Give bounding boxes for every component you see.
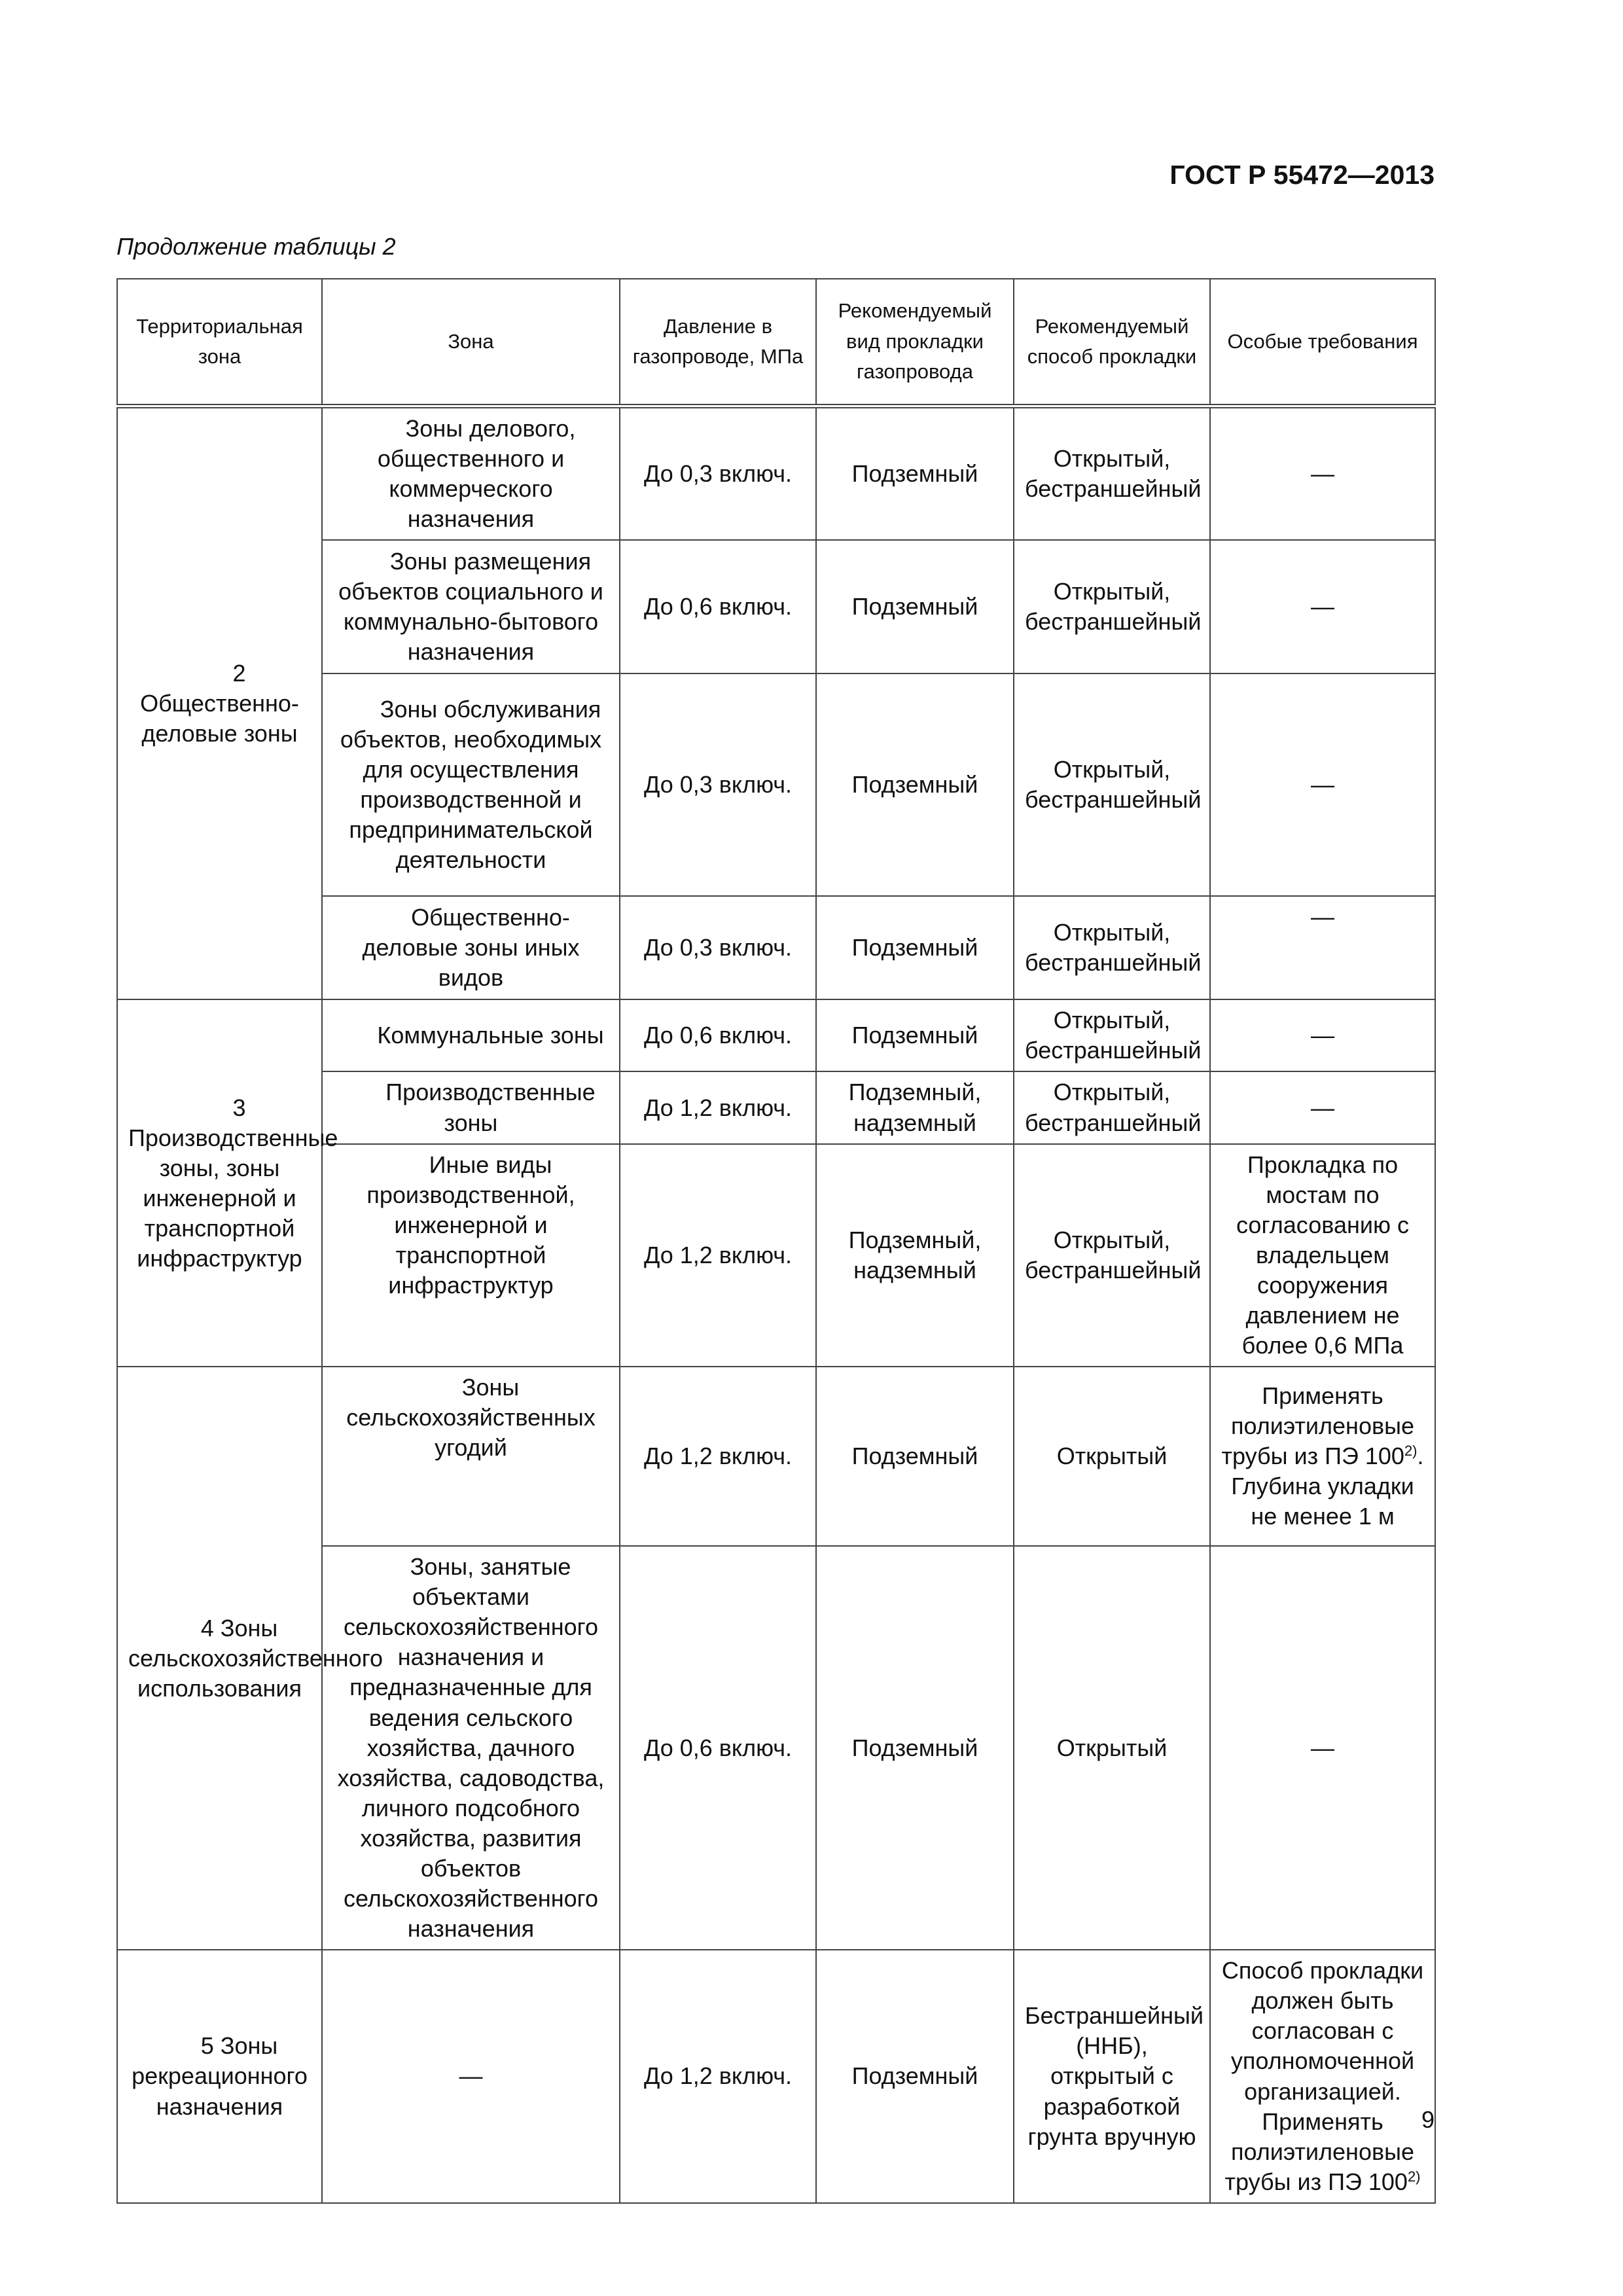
laying-method-cell: Открытый, бестраншейный	[1014, 673, 1210, 896]
zone-cell: Зоны, занятые объектами сельскохозяйственного назначения и предназначенные для ведения сельского хозяйства, дачного хозяйства, садоводства, личного подсобного хозяйства, развития объектов сельскохозяйственного назначения	[322, 1546, 620, 1950]
special-requirements-cell: —	[1210, 1071, 1435, 1143]
laying-kind-cell: Подземный, надземный	[816, 1144, 1014, 1367]
zone-cell: Зоны обслуживания объектов, необходимых для осуществления производственной и предпринимательской деятельности	[322, 673, 620, 896]
pressure-cell: До 0,3 включ.	[620, 673, 816, 896]
column-header: Рекомендуемый вид прокладки газопровода	[816, 279, 1014, 406]
zone-cell: —	[322, 1950, 620, 2203]
zone-cell: Производственные зоны	[322, 1071, 620, 1143]
pressure-cell: До 1,2 включ.	[620, 1950, 816, 2203]
laying-method-cell: Открытый, бестраншейный	[1014, 540, 1210, 673]
table-row	[117, 406, 1435, 541]
zone-cell: Иные виды производственной, инженерной и транспортной инфраструктур	[322, 1144, 620, 1367]
pressure-cell: До 0,6 включ.	[620, 540, 816, 673]
column-header: Зона	[322, 279, 620, 406]
laying-kind-cell: Подземный	[816, 1367, 1014, 1546]
page-number: 9	[1421, 2106, 1435, 2133]
special-requirements-cell: Применять полиэтиленовые трубы из ПЭ 100$^{2)}$. Глубина укладки не менее 1 м	[1210, 1367, 1435, 1546]
territorial-zone-cell: 4 Зоны сельскохозяйственного использования	[117, 1367, 322, 1950]
special-requirements-cell: —	[1210, 673, 1435, 896]
territorial-zone-cell: 5 Зоны рекреационного назначения	[117, 1950, 322, 2203]
pressure-cell: До 0,3 включ.	[620, 406, 816, 541]
table-row	[117, 1367, 1435, 1546]
special-requirements-cell: —	[1210, 896, 1435, 999]
zone-cell: Зоны делового, общественного и коммерческого назначения	[322, 406, 620, 541]
pressure-cell: До 1,2 включ.	[620, 1071, 816, 1143]
pressure-cell: До 1,2 включ.	[620, 1367, 816, 1546]
territorial-zone-cell: 3 Производственные зоны, зоны инженерной и транспортной инфраструктур	[117, 999, 322, 1367]
pressure-cell: До 0,3 включ.	[620, 896, 816, 999]
special-requirements-cell: —	[1210, 999, 1435, 1071]
column-header: Давление в газопроводе, МПа	[620, 279, 816, 406]
laying-kind-cell: Подземный	[816, 1950, 1014, 2203]
special-requirements-cell: —	[1210, 1546, 1435, 1950]
pressure-cell: До 0,6 включ.	[620, 999, 816, 1071]
laying-kind-cell: Подземный	[816, 673, 1014, 896]
zone-cell: Зоны сельскохозяйственных угодий	[322, 1367, 620, 1546]
territorial-zone-cell: 2 Общественно-деловые зоны	[117, 406, 322, 1000]
footnote-ref: 2)	[1404, 1443, 1418, 1460]
special-requirements-cell: Способ прокладки должен быть согласован с уполномоченной организацией. Применять полиэтиленовые трубы из ПЭ 100$^{2)}$	[1210, 1950, 1435, 2203]
pressure-cell: До 0,6 включ.	[620, 1546, 816, 1950]
laying-method-cell: Открытый, бестраншейный	[1014, 999, 1210, 1071]
laying-kind-cell: Подземный, надземный	[816, 1071, 1014, 1143]
document-code: ГОСТ Р 55472—2013	[1169, 160, 1435, 190]
laying-kind-cell: Подземный	[816, 999, 1014, 1071]
zone-cell: Коммунальные зоны	[322, 999, 620, 1071]
laying-kind-cell: Подземный	[816, 406, 1014, 541]
laying-kind-cell: Подземный	[816, 1546, 1014, 1950]
column-header: Особые требования	[1210, 279, 1435, 406]
table-caption: Продолжение таблицы 2	[116, 233, 396, 260]
zone-cell: Зоны размещения объектов социального и коммунально-бытового назначения	[322, 540, 620, 673]
column-header: Территориальная зона	[117, 279, 322, 406]
pressure-cell: До 1,2 включ.	[620, 1144, 816, 1367]
table-row	[117, 999, 1435, 1071]
laying-method-cell: Открытый	[1014, 1367, 1210, 1546]
laying-kind-cell: Подземный	[816, 896, 1014, 999]
laying-method-cell: Открытый, бестраншейный	[1014, 406, 1210, 541]
column-header: Рекомендуемый способ прокладки	[1014, 279, 1210, 406]
footnote-ref: 2)	[1407, 2168, 1421, 2185]
laying-method-cell: Открытый, бестраншейный	[1014, 896, 1210, 999]
special-requirements-cell: Прокладка по мостам по согласованию с владельцем сооружения давлением не более 0,6 МПа	[1210, 1144, 1435, 1367]
laying-method-cell: Открытый	[1014, 1546, 1210, 1950]
special-requirements-cell: —	[1210, 406, 1435, 541]
laying-method-cell: Бестраншейный (ННБ), открытый с разработкой грунта вручную	[1014, 1950, 1210, 2203]
laying-method-cell: Открытый, бестраншейный	[1014, 1144, 1210, 1367]
special-requirements-cell: —	[1210, 540, 1435, 673]
table-header-row	[117, 279, 1435, 406]
laying-kind-cell: Подземный	[816, 540, 1014, 673]
laying-method-cell: Открытый, бестраншейный	[1014, 1071, 1210, 1143]
table-row	[117, 1950, 1435, 2203]
zone-cell: Общественно-деловые зоны иных видов	[322, 896, 620, 999]
zones-table	[116, 278, 1436, 2204]
